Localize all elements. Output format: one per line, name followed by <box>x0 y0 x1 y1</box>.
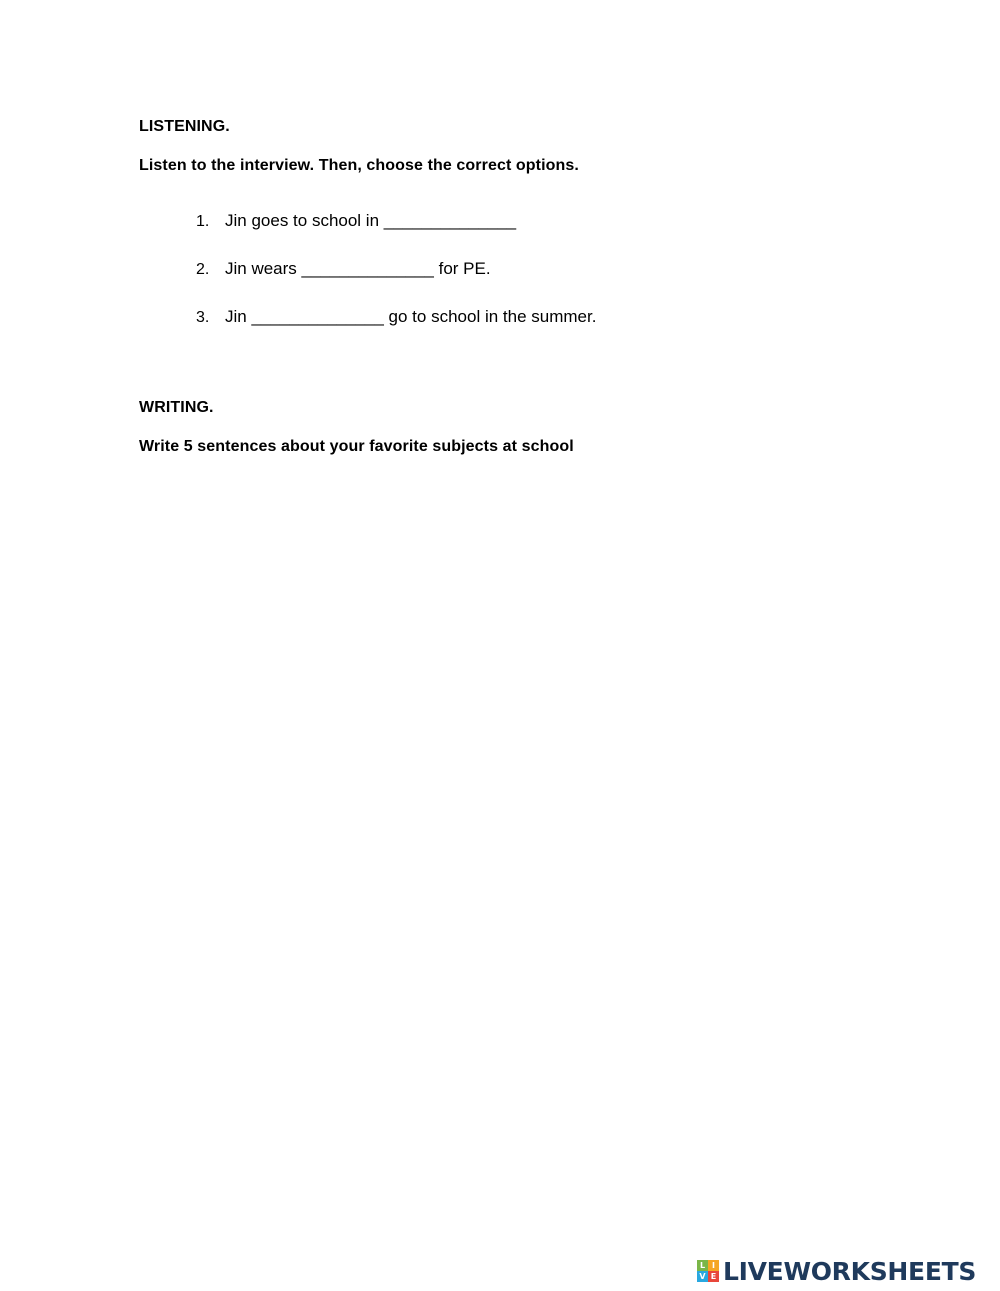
item-number: 3. <box>196 309 210 326</box>
logo-badge-letter: V <box>697 1271 708 1282</box>
logo-badge-letter: I <box>708 1260 719 1271</box>
listening-instruction: Listen to the interview. Then, choose the correct options. <box>139 157 579 174</box>
logo-text: LIVEWORKSHEETS <box>723 1256 977 1286</box>
item-text: Jin ______________ go to school in the summer. <box>225 307 597 326</box>
list-item <box>196 307 596 327</box>
logo-badge-letter: E <box>708 1271 719 1282</box>
list-item <box>196 259 491 279</box>
item-number: 2. <box>196 261 210 278</box>
logo-badge-icon <box>697 1260 719 1282</box>
list-item <box>196 211 516 231</box>
liveworksheets-logo <box>697 1255 976 1287</box>
item-text: Jin wears ______________ for PE. <box>225 259 491 278</box>
logo-badge-letter: L <box>697 1260 708 1271</box>
writing-instruction: Write 5 sentences about your favorite subjects at school <box>139 438 574 455</box>
item-text: Jin goes to school in ______________ <box>225 211 517 230</box>
listening-title: LISTENING. <box>139 118 230 135</box>
item-number: 1. <box>196 213 210 230</box>
writing-title: WRITING. <box>139 399 214 416</box>
